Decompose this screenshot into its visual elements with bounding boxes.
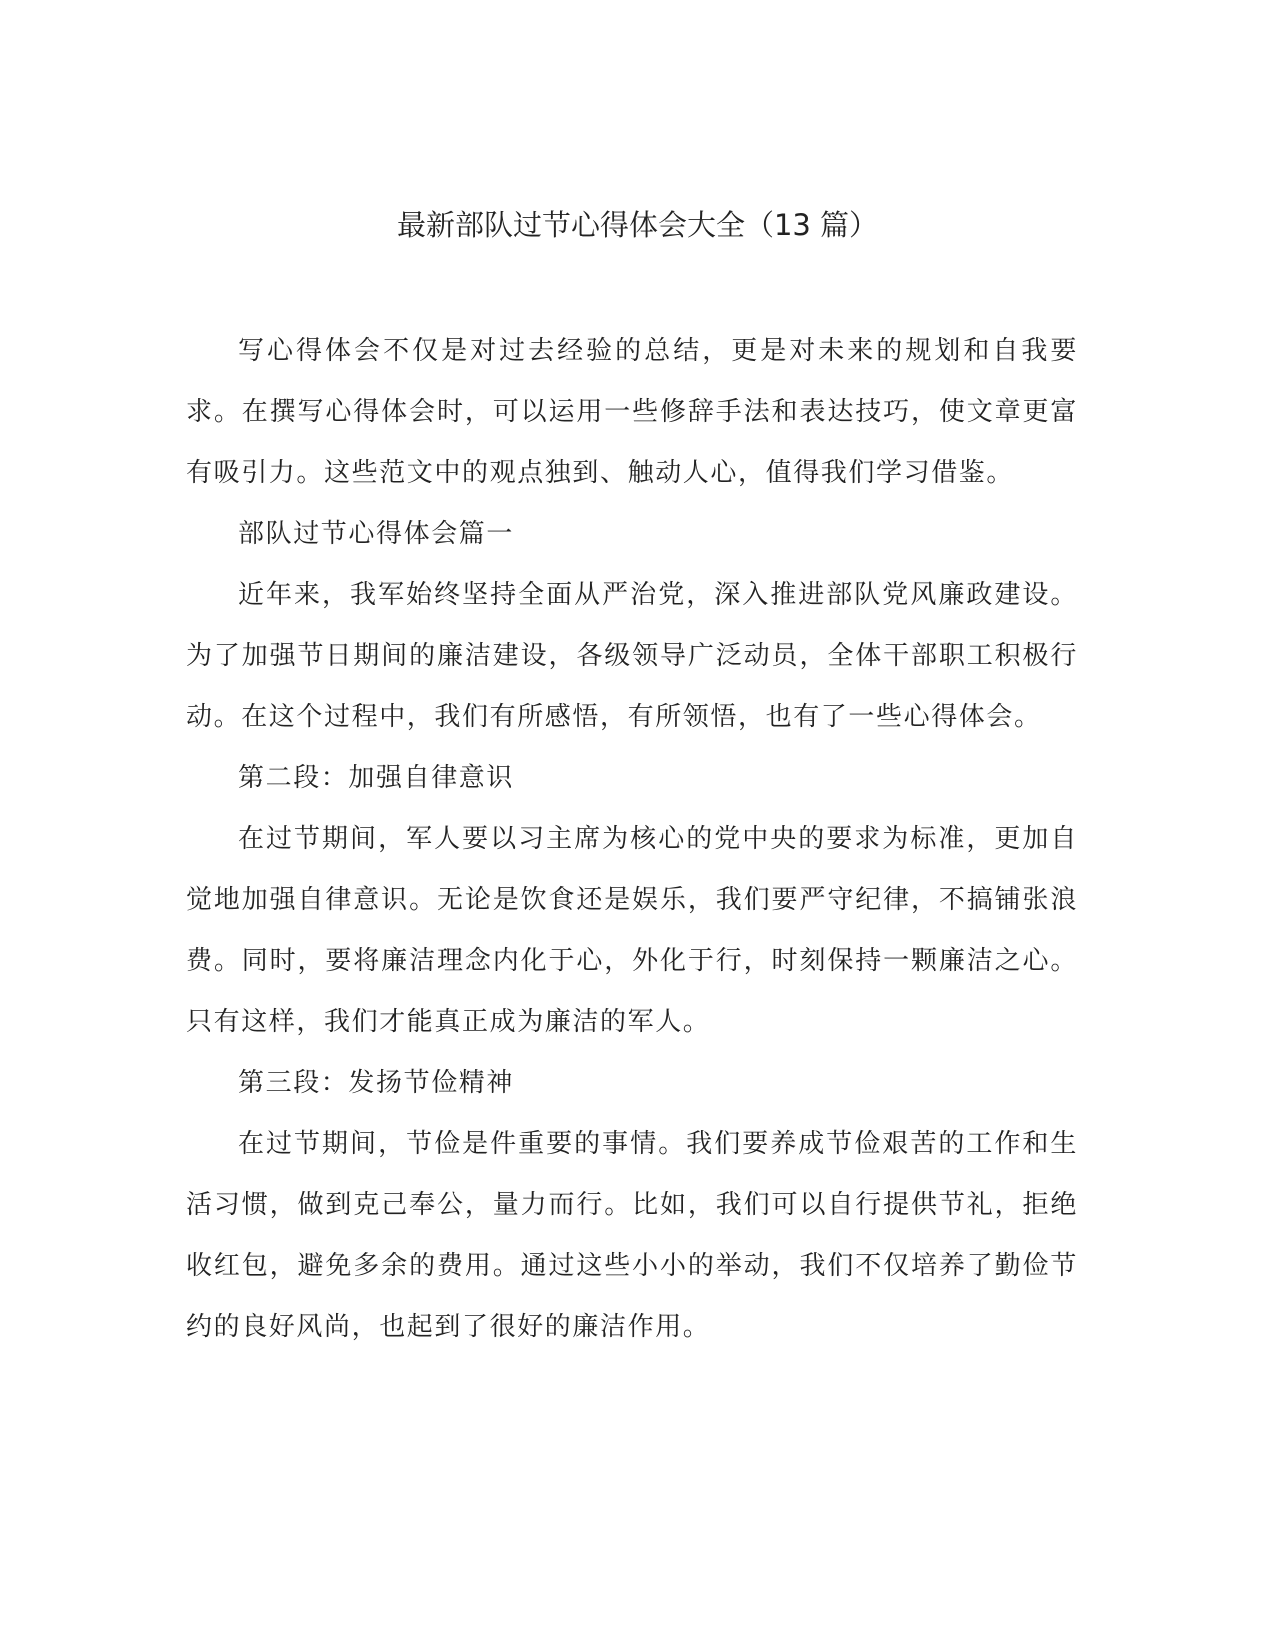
section-heading-3: 第三段：发扬节俭精神 bbox=[238, 1068, 515, 1098]
document-title: 最新部队过节心得体会大全（13 篇） bbox=[396, 208, 879, 242]
document-body bbox=[186, 321, 1078, 1358]
section-heading-2: 第二段：加强自律意识 bbox=[238, 763, 515, 793]
intro-paragraph: 写心得体会不仅是对过去经验的总结，更是对未来的规划和自我要求。在撰写心得体会时，可以运用一些修辞手法和表达技巧，使文章更富有吸引力。这些范文中的观点独到、触动人心，值得我们学习借鉴。 bbox=[186, 336, 1078, 488]
section-paragraph-2: 在过节期间，军人要以习主席为核心的党中央的要求为标准，更加自觉地加强自律意识。无论是饮食还是娱乐，我们要严守纪律，不搞铺张浪费。同时，要将廉洁理念内化于心，外化于行，时刻保持一颗廉洁之心。只有这样，我们才能真正成为廉洁的军人。 bbox=[186, 824, 1078, 1037]
section-paragraph-3: 在过节期间，节俭是件重要的事情。我们要养成节俭艰苦的工作和生活习惯，做到克己奉公，量力而行。比如，我们可以自行提供节礼，拒绝收红包，避免多余的费用。通过这些小小的举动，我们不仅培养了勤俭节约的良好风尚，也起到了很好的廉洁作用。 bbox=[186, 1129, 1078, 1342]
section-paragraph-1: 近年来，我军始终坚持全面从严治党，深入推进部队党风廉政建设。为了加强节日期间的廉洁建设，各级领导广泛动员，全体干部职工积极行动。在这个过程中，我们有所感悟，有所领悟，也有了一些心得体会。 bbox=[186, 580, 1078, 732]
section-heading-1: 部队过节心得体会篇一 bbox=[238, 519, 515, 549]
